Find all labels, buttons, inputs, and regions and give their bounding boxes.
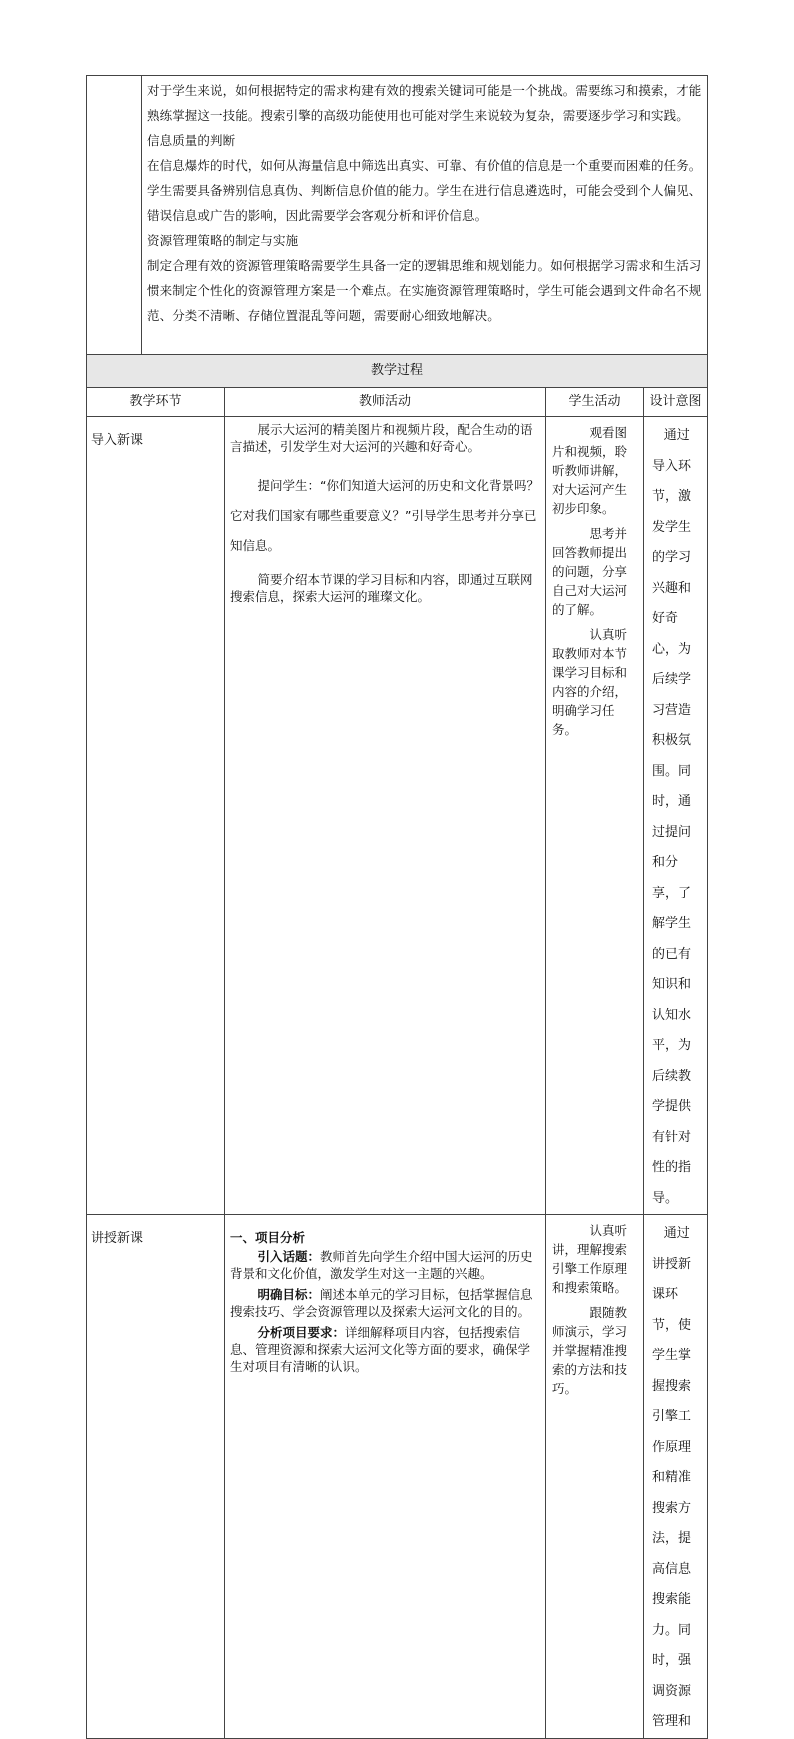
item-lead: 明确目标： bbox=[257, 1287, 321, 1302]
difficulty-subheading: 资源管理策略的制定与实施 bbox=[147, 233, 299, 248]
item-text: 阐述本单元的学习目标，包括掌握信息搜索技巧、学会资源管理以及探索大运河文化的目的。 bbox=[230, 1287, 533, 1319]
student-activity-cell bbox=[546, 1215, 644, 1739]
process-band-row bbox=[87, 355, 708, 388]
student-activity-text: 观看图片和视频，聆听教师讲解，对大运河产生初步印象。 bbox=[552, 425, 628, 516]
teacher-activity-text bbox=[230, 1248, 540, 1282]
stage-label: 讲授新课 bbox=[87, 1215, 225, 1739]
student-activity-text: 跟随教师演示，学习并掌握精准搜索的方法和技巧。 bbox=[552, 1305, 628, 1396]
design-intent-cell bbox=[644, 1215, 708, 1739]
header-design: 设计意图 bbox=[644, 388, 708, 417]
section-title: 一、项目分析 bbox=[230, 1230, 306, 1245]
teacher-activity-text: 展示大运河的精美图片和视频片段，配合生动的语言描述，引发学生对大运河的兴趣和好奇心。 bbox=[230, 422, 533, 454]
stage-label: 导入新课 bbox=[87, 417, 225, 1215]
item-lead: 引入话题： bbox=[257, 1249, 321, 1264]
difficulty-analysis-cell bbox=[142, 76, 708, 355]
difficulty-paragraph: 对于学生来说，如何根据特定的需求构建有效的搜索关键词可能是一个挑战。需要练习和摸索，才能熟练掌握这一技能。搜索引擎的高级功能使用也可能对学生来说较为复杂，需要逐步学习和实践。 bbox=[147, 83, 702, 123]
difficulty-subheading: 信息质量的判断 bbox=[147, 133, 236, 148]
header-row bbox=[87, 388, 708, 417]
item-text: 教师首先向学生介绍中国大运河的历史背景和文化价值，激发学生对这一主题的兴趣。 bbox=[230, 1249, 533, 1281]
item-lead: 分析项目要求： bbox=[257, 1325, 346, 1340]
header-stage: 教学环节 bbox=[87, 388, 225, 417]
teacher-activity-text bbox=[230, 1286, 540, 1320]
student-activity-text: 认真听取教师对本节课学习目标和内容的介绍，明确学习任务。 bbox=[552, 627, 628, 737]
teacher-activity-text: 提问学生：“你们知道大运河的历史和文化背景吗？它对我们国家有哪些重要意义？”引导学生思考并分享已知信息。 bbox=[230, 478, 539, 553]
process-band-title: 教学过程 bbox=[87, 355, 708, 388]
difficulty-row bbox=[87, 76, 708, 355]
design-intent-text: 通过讲授新课环节，使学生掌握搜索引擎工作原理和精准搜索方法，提高信息搜索能力。同时，强调资源管理和 bbox=[652, 1226, 692, 1729]
new-lesson-row bbox=[87, 1215, 708, 1739]
teacher-activity-text bbox=[230, 1324, 540, 1375]
difficulty-paragraph: 制定合理有效的资源管理策略需要学生具备一定的逻辑思维和规划能力。如何根据学习需求和生活习惯来制定个性化的资源管理方案是一个难点。在实施资源管理策略时，学生可能会遇到文件命名不规范、分类不清晰、存储位置混乱等问题，需要耐心细致地解决。 bbox=[147, 258, 702, 323]
teacher-activity-cell bbox=[225, 417, 546, 1215]
student-activity-text: 思考并回答教师提出的问题，分享自己对大运河的了解。 bbox=[552, 526, 628, 617]
design-intent-text: 通过导入环节，激发学生的学习兴趣和好奇心，为后续学习营造积极氛围。同时，通过提问和分享，了解学生的已有知识和认知水平，为后续教学提供有针对性的指导。 bbox=[652, 428, 692, 1206]
intro-row bbox=[87, 417, 708, 1215]
design-intent-cell bbox=[644, 417, 708, 1215]
item-text: 详细解释项目内容，包括搜索信息、管理资源和探索大运河文化等方面的要求，确保学生对项目有清晰的认识。 bbox=[230, 1325, 531, 1374]
lesson-plan-table bbox=[86, 75, 708, 1739]
teacher-activity-text: 简要介绍本节课的学习目标和内容，即通过互联网搜索信息，探索大运河的璀璨文化。 bbox=[230, 572, 533, 604]
student-activity-text: 认真听讲，理解搜索引擎工作原理和搜索策略。 bbox=[552, 1223, 628, 1295]
empty-label-cell bbox=[87, 76, 142, 355]
header-teacher: 教师活动 bbox=[225, 388, 546, 417]
header-student: 学生活动 bbox=[546, 388, 644, 417]
teacher-activity-cell bbox=[225, 1215, 546, 1739]
student-activity-cell bbox=[546, 417, 644, 1215]
difficulty-paragraph: 在信息爆炸的时代，如何从海量信息中筛选出真实、可靠、有价值的信息是一个重要而困难的任务。学生需要具备辨别信息真伪、判断信息价值的能力。学生在进行信息遴选时，可能会受到个人偏见、错误信息或广告的影响，因此需要学会客观分析和评价信息。 bbox=[147, 158, 702, 223]
